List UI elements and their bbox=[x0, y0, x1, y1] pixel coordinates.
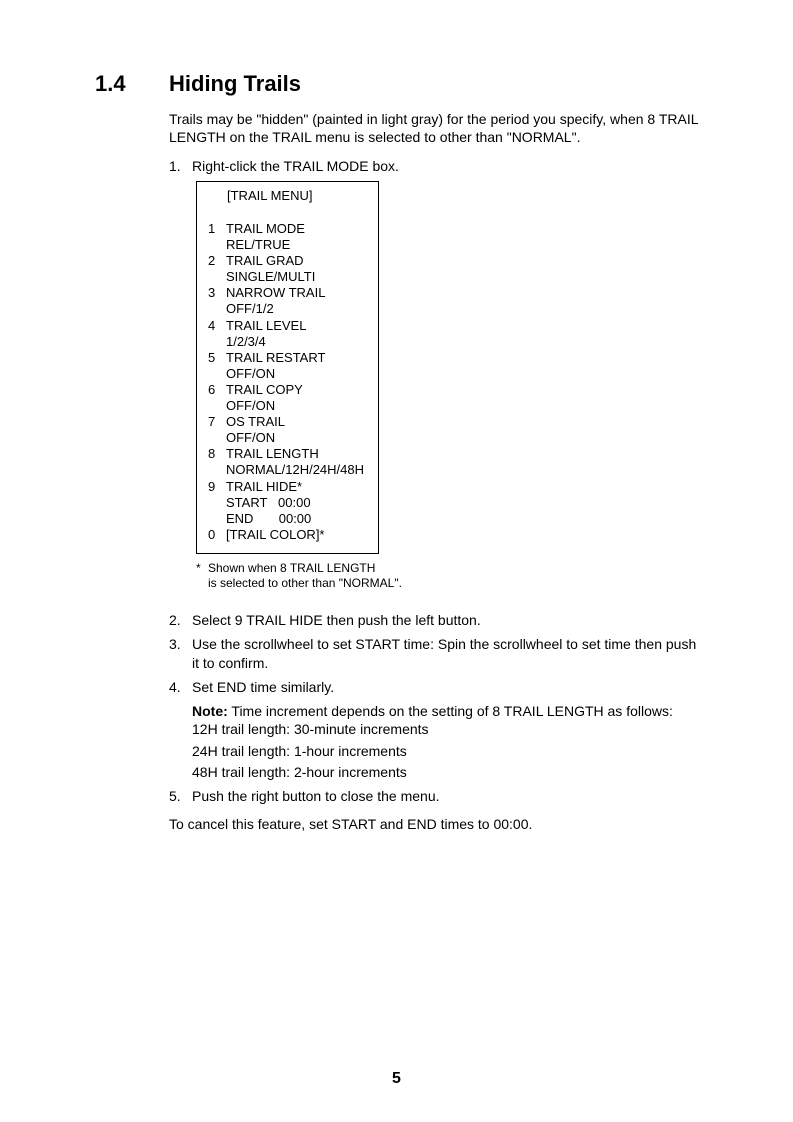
menu-item-number: 7 bbox=[208, 414, 216, 430]
menu-item-os-trail bbox=[197, 414, 378, 446]
step-number: 1. bbox=[169, 158, 181, 174]
menu-item-end-value: END 00:00 bbox=[226, 510, 312, 526]
footnote-line-2: is selected to other than "NORMAL". bbox=[208, 576, 402, 590]
note-text: Time increment depends on the setting of 8 TRAIL LENGTH as follows: bbox=[227, 703, 673, 719]
menu-item-narrow-trail bbox=[197, 285, 378, 317]
note bbox=[192, 702, 673, 720]
menu-item-value: OFF/ON bbox=[226, 365, 276, 381]
increment-12h: 12H trail length: 30-minute increments bbox=[192, 721, 429, 737]
menu-item-name: TRAIL LENGTH bbox=[226, 446, 319, 462]
step-text: Set END time similarly. bbox=[192, 679, 335, 695]
menu-list bbox=[197, 221, 378, 559]
intro-line-2: LENGTH on the TRAIL menu is selected to other than "NORMAL". bbox=[169, 129, 581, 145]
menu-item-trail-hide bbox=[197, 479, 378, 527]
menu-item-start-value: START 00:00 bbox=[226, 494, 311, 510]
menu-item-trail-grad bbox=[197, 253, 378, 285]
intro-line-1: Trails may be "hidden" (painted in light gray) for the period you specify, when 8 TRAIL bbox=[169, 111, 699, 127]
menu-item-number: 6 bbox=[208, 381, 216, 397]
menu-item-value: OFF/ON bbox=[226, 397, 276, 413]
menu-item-number: 8 bbox=[208, 446, 216, 462]
menu-title: [TRAIL MENU] bbox=[227, 188, 313, 203]
menu-item-value: OFF/1/2 bbox=[226, 301, 274, 317]
note-label: Note: bbox=[192, 703, 228, 719]
step-text: Push the right button to close the menu. bbox=[192, 788, 440, 804]
menu-item-name: TRAIL LEVEL bbox=[226, 317, 307, 333]
menu-item-name: TRAIL COPY bbox=[226, 381, 303, 397]
step-text-continued: it to confirm. bbox=[192, 655, 269, 671]
menu-item-trail-copy bbox=[197, 382, 378, 414]
menu-item-name: [TRAIL COLOR]* bbox=[226, 526, 325, 542]
section-number: 1.4 bbox=[95, 71, 126, 96]
menu-item-name: TRAIL RESTART bbox=[226, 349, 326, 365]
menu-item-number: 9 bbox=[208, 478, 216, 494]
menu-item-value: OFF/ON bbox=[226, 430, 276, 446]
page-number: 5 bbox=[392, 1070, 401, 1087]
step-number: 5. bbox=[169, 788, 181, 804]
step-text: Select 9 TRAIL HIDE then push the left button. bbox=[192, 612, 481, 628]
menu-item-number: 3 bbox=[208, 285, 216, 301]
menu-item-trail-restart bbox=[197, 350, 378, 382]
menu-item-value: 1/2/3/4 bbox=[226, 333, 266, 349]
intro-paragraph bbox=[169, 110, 729, 146]
step-text: Right-click the TRAIL MODE box. bbox=[192, 158, 399, 174]
menu-item-trail-level bbox=[197, 318, 378, 350]
menu-item-value: REL/TRUE bbox=[226, 237, 291, 252]
menu-item-number: 4 bbox=[208, 317, 216, 333]
section-title: Hiding Trails bbox=[169, 71, 302, 96]
menu-item-name: TRAIL GRAD bbox=[226, 253, 304, 269]
menu-item-name: OS TRAIL bbox=[226, 414, 286, 430]
menu-item-name: TRAIL MODE bbox=[226, 221, 305, 236]
menu-item-number: 2 bbox=[208, 253, 216, 269]
menu-item-name: TRAIL HIDE* bbox=[226, 478, 303, 494]
increment-24h: 24H trail length: 1-hour increments bbox=[192, 743, 407, 759]
menu-item-trail-mode bbox=[197, 221, 378, 253]
increment-48h: 48H trail length: 2-hour increments bbox=[192, 764, 407, 780]
menu-item-trail-color bbox=[197, 527, 378, 559]
menu-item-value: NORMAL/12H/24H/48H bbox=[226, 462, 364, 478]
trail-menu-box bbox=[196, 181, 379, 554]
step-number: 2. bbox=[169, 612, 181, 628]
cancel-instructions: To cancel this feature, set START and END times to 00:00. bbox=[169, 816, 533, 832]
menu-item-name: NARROW TRAIL bbox=[226, 285, 326, 301]
footnote-line-1: Shown when 8 TRAIL LENGTH bbox=[208, 561, 376, 575]
step-number: 4. bbox=[169, 679, 181, 695]
menu-item-number: 0 bbox=[208, 526, 216, 542]
footnote-star: * bbox=[196, 561, 201, 575]
menu-item-trail-length bbox=[197, 446, 378, 478]
step-text: Use the scrollwheel to set START time: Spin the scrollwheel to set time then push bbox=[192, 636, 697, 652]
menu-item-number: 5 bbox=[208, 349, 216, 365]
menu-item-value: SINGLE/MULTI bbox=[226, 269, 316, 285]
menu-item-number: 1 bbox=[208, 221, 216, 236]
step-number: 3. bbox=[169, 636, 181, 652]
